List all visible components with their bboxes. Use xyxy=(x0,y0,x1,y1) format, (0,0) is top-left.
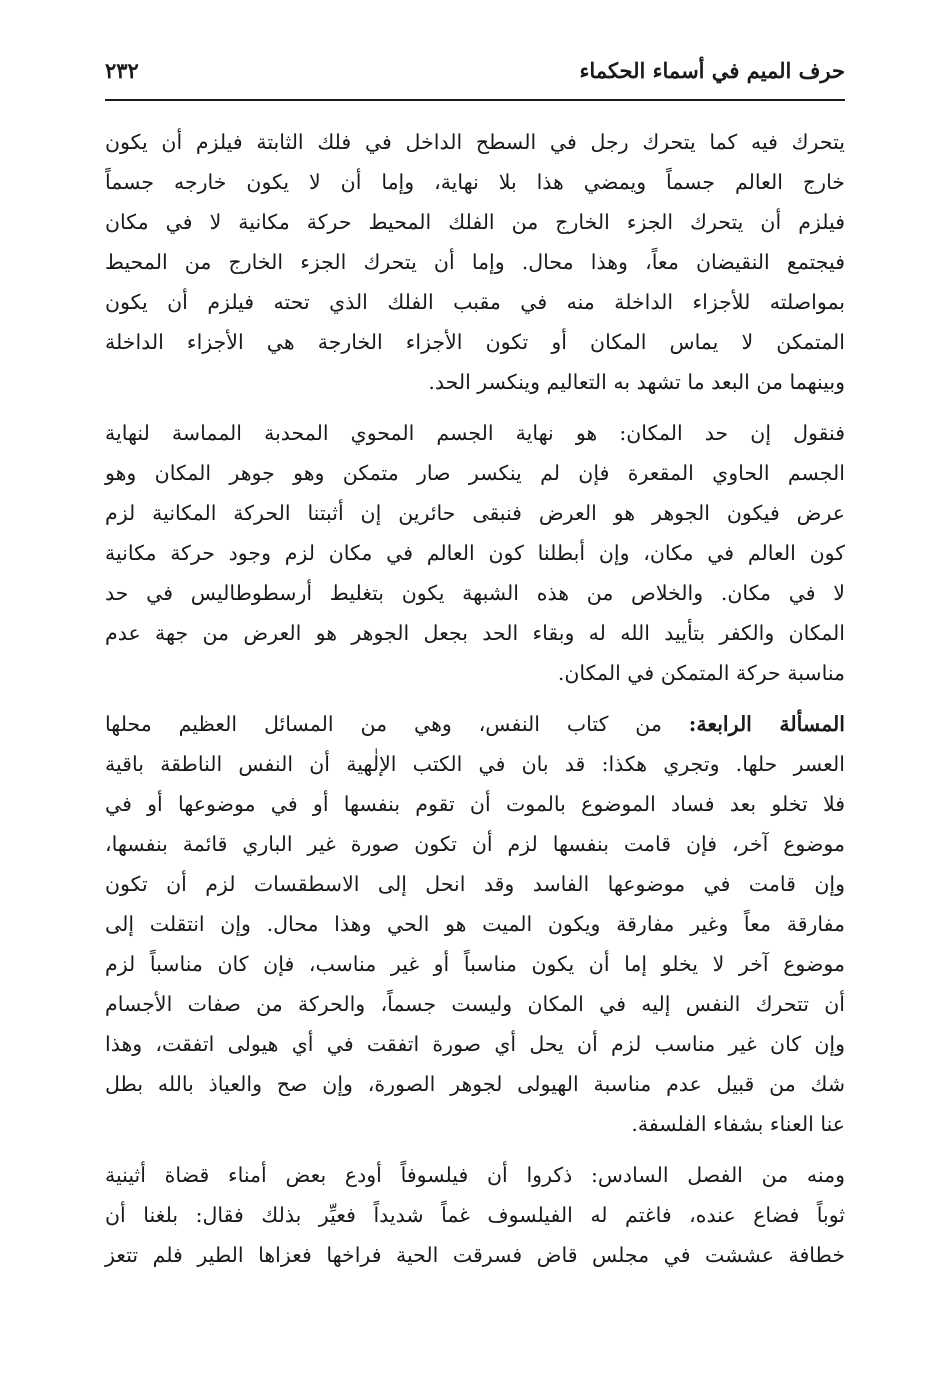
text-line: ومنه من الفصل السادس: ذكروا أن فيلسوفاً أودع بعض أمناء قضاة أثينية xyxy=(105,1163,845,1187)
text-line: فنقول إن حد المكان: هو نهاية الجسم المحوي المحدبة المماسة لنهاية xyxy=(105,421,845,445)
text-line: عرض فيكون الجوهر هو العرض فنبقى حائرين إن أثبتنا الحركة المكانية لزم xyxy=(105,501,845,525)
paragraph-4 xyxy=(105,1155,845,1275)
text-line: خطافة عششت في مجلس قاض فسرقت الحية فراخها فعزاها الطير فلم تتعز xyxy=(105,1243,845,1267)
running-header xyxy=(105,52,845,96)
section-heading: المسألة الرابعة: xyxy=(688,712,845,736)
text-line: مناسبة حركة المتمكن في المكان. xyxy=(557,661,845,685)
text-line: كون العالم في مكان، وإن أبطلنا كون العالم في مكان لزم وجود حركة مكانية xyxy=(105,541,845,565)
text-line: وبينهما من البعد ما تشهد به التعاليم وينكسر الحد. xyxy=(428,370,845,394)
text-line: لا في مكان. والخلاص من هذه الشبهة يكون بتغليط أرسطوطاليس في حد xyxy=(105,581,845,605)
body-text xyxy=(105,122,845,1275)
paragraph-1 xyxy=(105,122,845,402)
paragraph-3 xyxy=(105,704,845,1144)
text-line: وإن كان غير مناسب لزم أن يحل أي صورة اتفقت في أي هيولى اتفقت، وهذا xyxy=(105,1032,845,1056)
text-line: المتمكن لا يماس المكان أو تكون الأجزاء الخارجة هي الأجزاء الداخلة xyxy=(105,330,845,354)
text-line: فيلزم أن يتحرك الجزء الخارج من الفلك المحيط حركة مكانية لا في مكان xyxy=(105,210,845,234)
text-line: يتحرك فيه كما يتحرك رجل في السطح الداخل في فلك الثابتة فيلزم أن يكون xyxy=(105,130,845,154)
text-line: العسر حلها. وتجري هكذا: قد بان في الكتب الإلٰهية أن النفس الناطقة باقية xyxy=(105,752,845,776)
text-line: فلا تخلو بعد فساد الموضوع بالموت أن تقوم بنفسها أو في موضوعها أو في xyxy=(105,792,845,816)
text-line: موضوع آخر لا يخلو إما أن يكون مناسباً أو غير مناسب، فإن كان مناسباً لزم xyxy=(105,952,845,976)
text-line: موضوع آخر، فإن قامت بنفسها لزم أن تكون صورة غير الباري قائمة بنفسها، xyxy=(105,832,845,856)
text-line: شك من قبيل عدم مناسبة الهيولى لجوهر الصورة، وإن صح والعياذ بالله بطل xyxy=(105,1072,845,1096)
text-line: فيجتمع النقيضان معاً، وهذا محال. وإما أن يتحرك الجزء الخارج من المحيط xyxy=(105,250,845,274)
text-line: بمواصلته للأجزاء الداخلة منه في مقبب الفلك الذي تحته فيلزم أن يكون xyxy=(105,290,845,314)
text-line: خارج العالم جسماً ويمضي هذا بلا نهاية، وإما أن لا يكون خارجه جسماً xyxy=(105,170,845,194)
header-rule xyxy=(105,99,845,101)
text-line: مفارقة معاً وغير مفارقة ويكون الميت هو الحي وهذا محال. وإن انتقلت إلى xyxy=(105,912,845,936)
page-number: ٢٣٢ xyxy=(105,58,139,83)
text-line xyxy=(105,704,845,744)
paragraph-2 xyxy=(105,413,845,693)
text-line: ثوباً فضاع عنده، فاغتم له الفيلسوف غماً شديداً فعيِّر بذلك فقال: بلغنا أن xyxy=(105,1203,845,1227)
text-line: الجسم الحاوي المقعرة فإن لم ينكسر صار متمكن وهو جوهر المكان وهو xyxy=(105,461,845,485)
text-line: وإن قامت في موضوعها الفاسد وقد انحل إلى الاسطقسات لزم أن تكون xyxy=(105,872,845,896)
text-line: المكان والكفر بتأييد الله له وبقاء الحد بجعل الجوهر هو العرض من جهة عدم xyxy=(105,621,845,645)
text-line: أن تتحرك النفس إليه في المكان وليست جسماً، والحركة من صفات الأجسام xyxy=(105,992,845,1016)
running-title: حرف الميم في أسماء الحكماء xyxy=(579,58,845,83)
text-line: عنا العناء بشفاء الفلسفة. xyxy=(631,1112,845,1136)
text-span: من كتاب النفس، وهي من المسائل العظيم محلها xyxy=(105,712,662,736)
